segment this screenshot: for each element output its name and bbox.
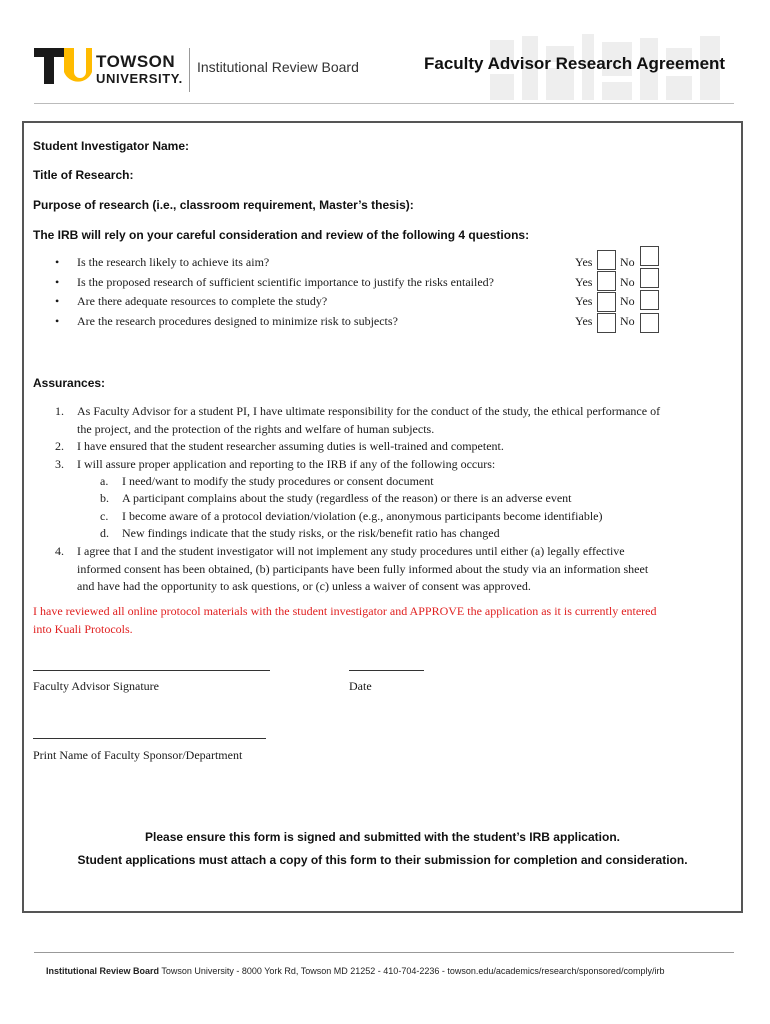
header-rule [34,103,734,104]
towson-logo [34,48,186,90]
q2-no-checkbox[interactable] [640,268,659,288]
question-text: Is the proposed research of sufficient scientific importance to justify the risks entailed? [77,275,494,289]
assurance-text-line: I agree that I and the student investigator will not implement any study procedures until either (a) legally effective [77,544,625,558]
list-number: 2. [55,439,64,453]
research-title-label: Title of Research: [33,168,134,182]
bullet: • [55,255,60,269]
q1-no-checkbox[interactable] [640,246,659,266]
page-footer [46,966,664,976]
form-title: Faculty Advisor Research Agreement [424,54,726,73]
yes-label: Yes [575,275,593,289]
submission-note: Please ensure this form is signed and submitted with the student’s IRB application. [145,830,620,844]
question-row [55,275,665,294]
question-text: Is the research likely to achieve its aim? [77,255,270,269]
subitem-text: A participant complains about the study (regardless of the reason) or there is an adverse event [122,491,572,505]
no-label: No [620,294,635,308]
assurance-text-line: I will assure proper application and reporting to the IRB if any of the following occurs: [77,457,496,471]
yes-label: Yes [575,294,593,308]
question-row [55,255,665,274]
subitem-text: I become aware of a protocol deviation/violation (e.g., anonymous participants become identifiable) [122,509,603,523]
assurance-text-line: and have had the opportunity to ask questions, or (c) unless a waiver of consent was approved. [77,579,531,593]
header-divider [189,48,190,92]
assurance-text-line: the project, and the protection of the rights and welfare of human subjects. [77,421,435,436]
no-label: No [620,275,635,289]
assurances-heading: Assurances: [33,376,106,390]
q3-no-checkbox[interactable] [640,290,659,310]
bullet: • [55,294,60,308]
approval-line: into Kuali Protocols. [33,621,133,636]
header-department: Institutional Review Board [197,59,359,75]
print-name-line[interactable] [33,738,266,739]
date-label: Date [349,679,372,693]
no-label: No [620,255,635,269]
student-name-label: Student Investigator Name: [33,139,190,153]
list-letter: b. [100,491,109,505]
question-row [55,314,665,333]
bullet: • [55,314,60,328]
q1-yes-checkbox[interactable] [597,250,616,270]
approval-statement [33,603,733,638]
q4-no-checkbox[interactable] [640,313,659,333]
list-letter: a. [100,474,109,488]
q3-yes-checkbox[interactable] [597,292,616,312]
bullet: • [55,275,60,289]
yes-label: Yes [575,314,593,328]
assurance-text-line: I have ensured that the student researcher assuming duties is well-trained and competent. [77,439,504,453]
irb-questions-intro: The IRB will rely on your careful consideration and review of the following 4 questions: [33,228,530,242]
q2-yes-checkbox[interactable] [597,271,616,291]
assurance-text-line: As Faculty Advisor for a student PI, I have ultimate responsibility for the conduct of the study, the ethical performance of [77,404,661,418]
list-letter: c. [100,509,109,523]
logo-text-university: UNIVERSITY. [96,71,183,86]
logo-text-towson: TOWSON [96,52,176,71]
approval-line: I have reviewed all online protocol materials with the student investigator and APPROVE the application as it is currently entered [33,604,657,618]
research-purpose-label: Purpose of research (i.e., classroom requirement, Master’s thesis): [33,198,414,212]
footer-address: Towson University - 8000 York Rd, Towson MD 21252 - 410-704-2236 - towson.edu/academics/research/sponsored/comply/irb [161,966,665,976]
q4-yes-checkbox[interactable] [597,313,616,333]
list-letter: d. [100,526,109,540]
subitem-text: I need/want to modify the study procedures or consent document [122,474,434,488]
footer-dept: Institutional Review Board [46,966,160,976]
attachment-note: Student applications must attach a copy of this form to their submission for completion and consideration. [77,853,688,867]
advisor-signature-label: Faculty Advisor Signature [33,679,159,693]
no-label: No [620,314,635,328]
tu-logo-icon [34,48,92,88]
yes-label: Yes [575,255,593,269]
question-text: Are the research procedures designed to minimize risk to subjects? [77,314,398,328]
question-text: Are there adequate resources to complete the study? [77,294,328,308]
list-number: 4. [55,544,64,558]
list-number: 1. [55,404,64,418]
question-row [55,294,665,313]
print-name-label: Print Name of Faculty Sponsor/Department [33,748,243,762]
advisor-signature-line[interactable] [33,670,270,671]
assurance-text-line: informed consent has been obtained, (b) participants have been fully informed about the study via an information sheet [77,561,649,576]
date-line[interactable] [349,670,424,671]
subitem-text: New findings indicate that the study risks, or the risk/benefit ratio has changed [122,526,500,540]
footer-rule [34,952,734,953]
list-number: 3. [55,457,64,471]
